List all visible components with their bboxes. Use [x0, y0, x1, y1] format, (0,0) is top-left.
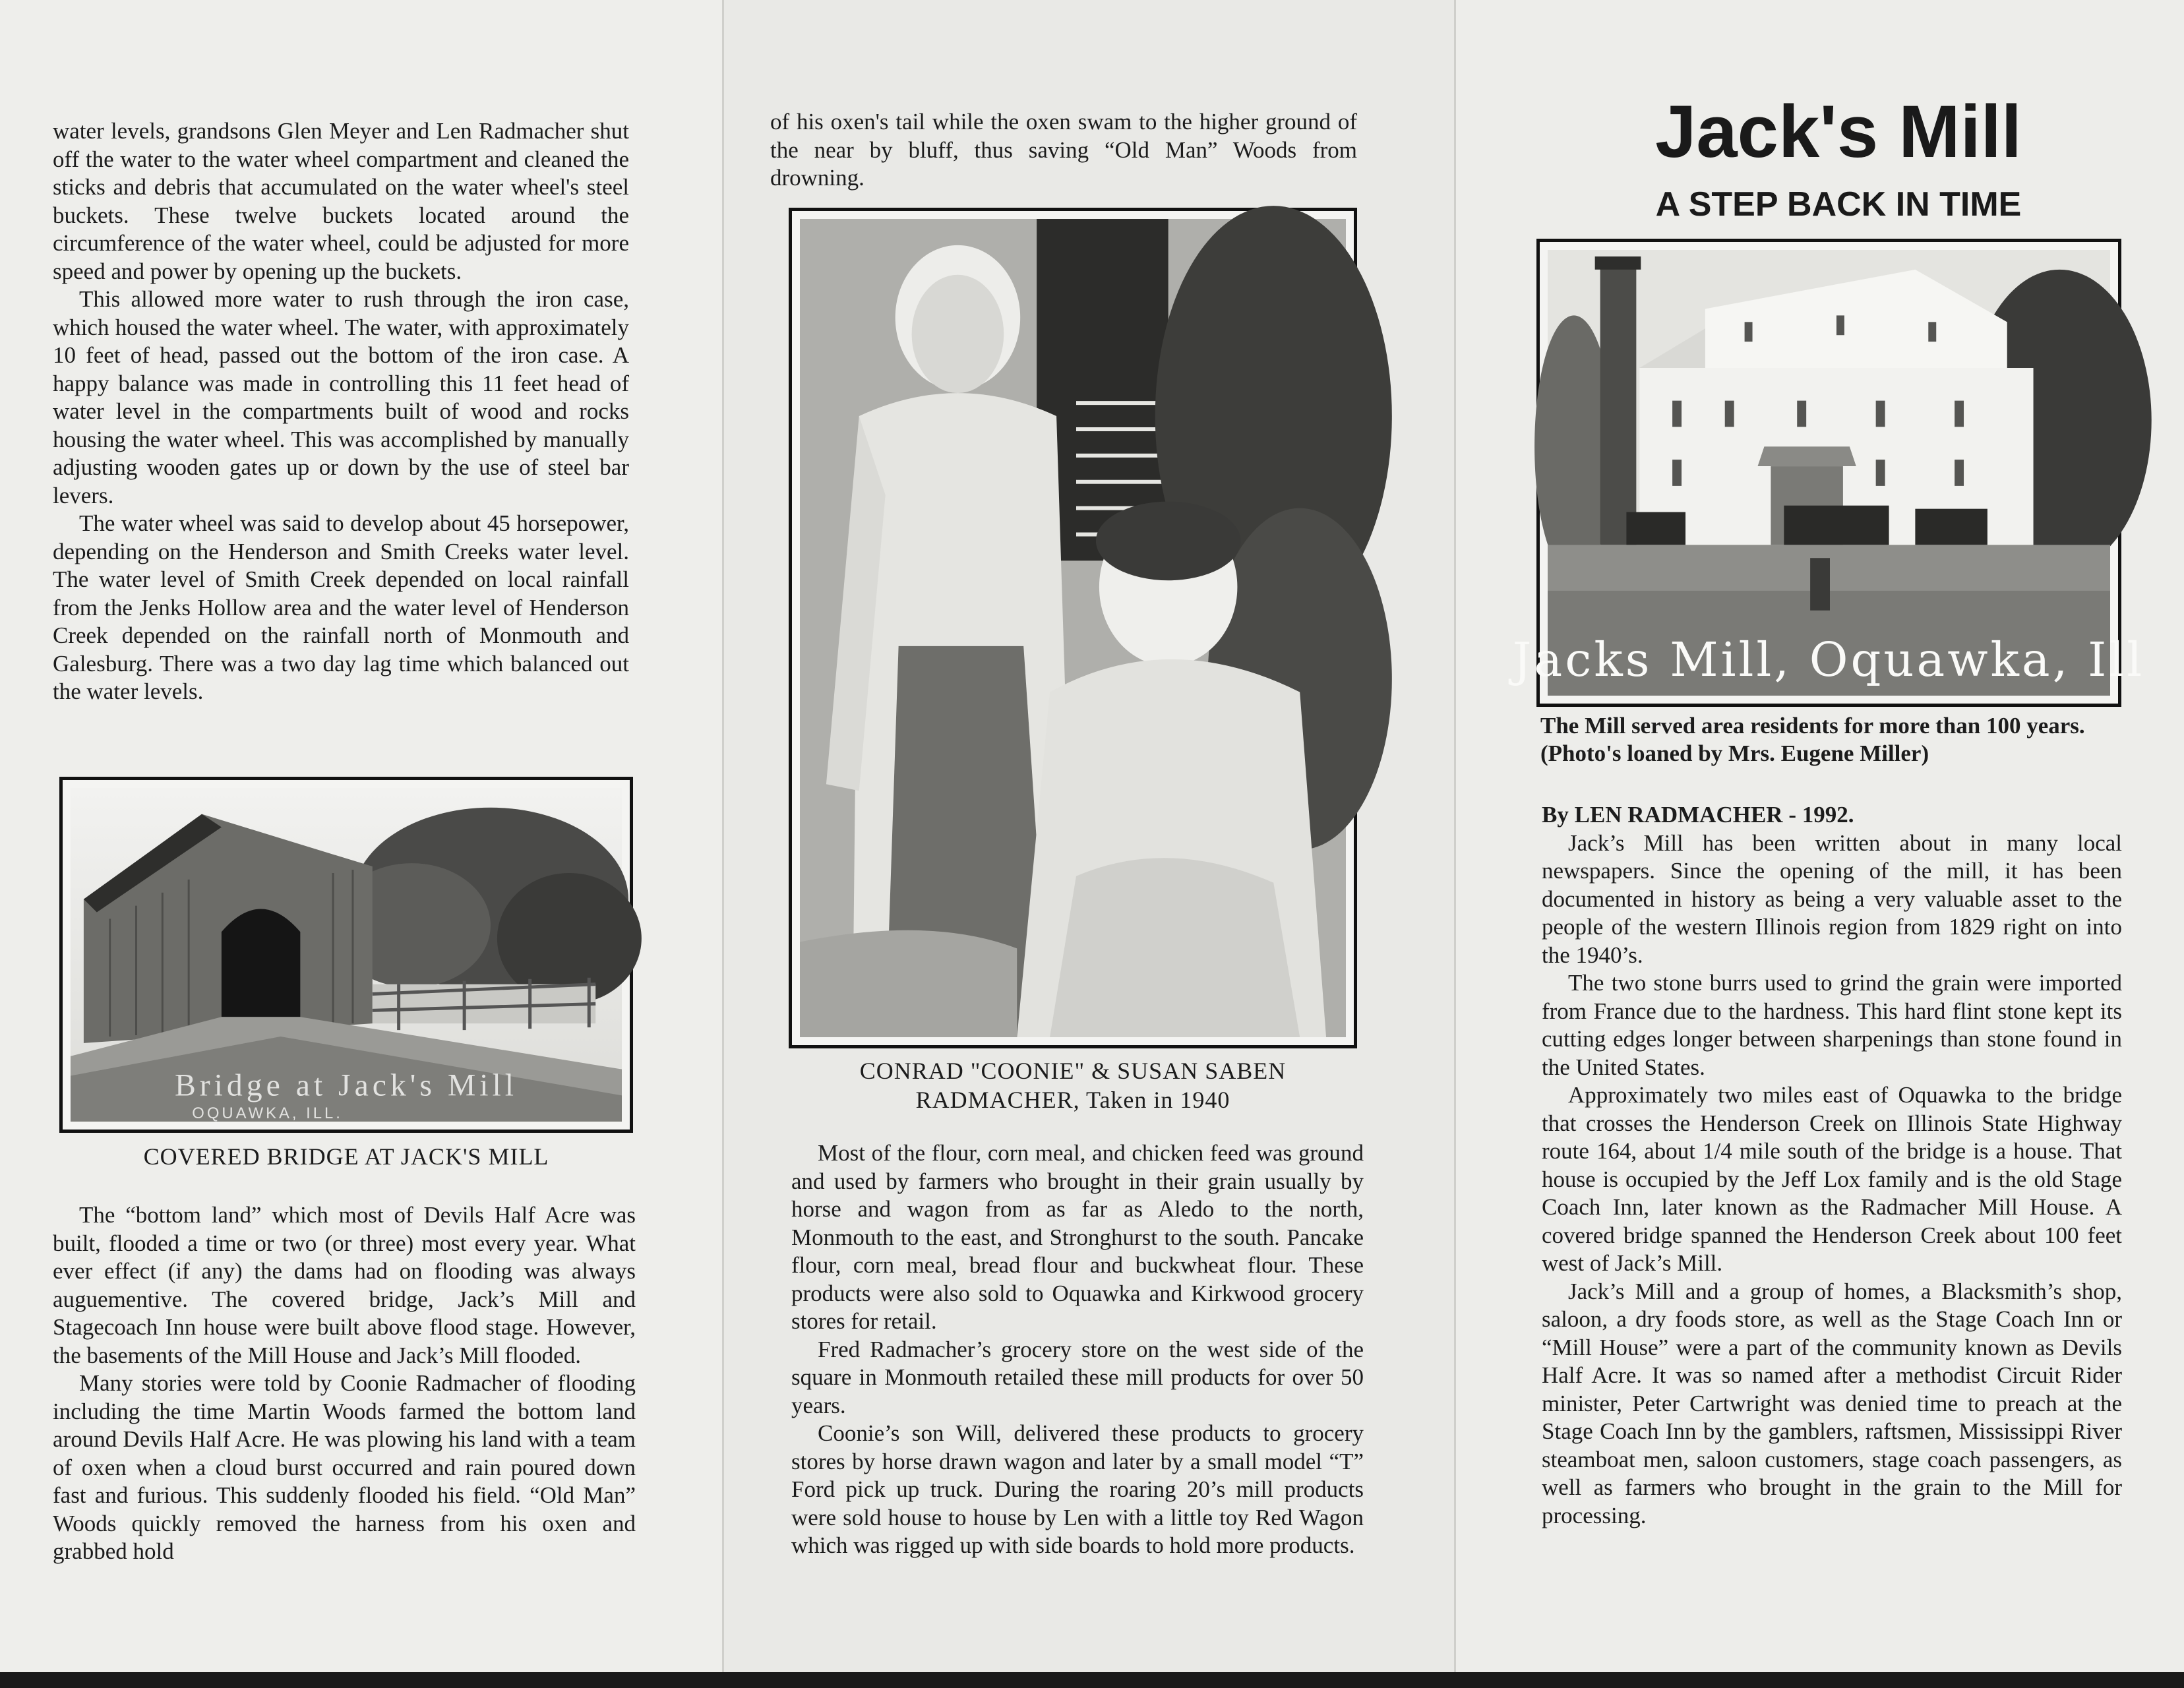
right-text: [1542, 801, 2122, 1530]
paragraph: The two stone burrs used to grind the grain were imported from France due to the hardness. This hard flint stone kept its cutting edges longer between sharpenings than stone found in the United States.: [1542, 970, 2122, 1080]
page-title: Jack's Mill: [1655, 90, 2022, 173]
photo-inscription: Jacks Mill, Oquawka, Ill: [1512, 632, 2145, 688]
covered-bridge-caption: COVERED BRIDGE AT JACK'S MILL: [143, 1143, 549, 1170]
photo-inscription: Bridge at Jack's Mill: [174, 1068, 518, 1103]
portrait-caption-line2: RADMACHER, Taken in 1940: [915, 1087, 1230, 1113]
left-text-top: [53, 117, 629, 706]
middle-text-top: [770, 108, 1357, 193]
paragraph: Approximately two miles east of Oquawka to the bridge that crosses the Henderson Creek on Illinois State Highway route 164, about 1/4 mile south of the bridge is a house. That house is occupied by the Jeff Lox family and is the old Stage Coach Inn, later known as the Radmacher Mill House. A covered bridge spanned the Henderson Creek about 100 feet west of Jack’s Mill.: [1542, 1082, 2122, 1276]
paragraph: The water wheel was said to develop about 45 horsepower, depending on the Henderson and Smith Creeks water level. The water level of Smith Creek depended on local rainfall from the Jenks Hollow area and the water level of Henderson Creek depended on the rainfall north of Monmouth and Galesburg. There was a two day lag time which balanced out the water levels.: [53, 510, 629, 704]
mill-photo-caption-text: The Mill served area residents for more than 100 years. (Photo's loaned by Mrs. Eugene Miller): [1540, 713, 2085, 766]
covered-bridge-image: [71, 788, 622, 1122]
mill-photo-caption: [1540, 712, 2121, 768]
covered-bridge-photo: [59, 777, 633, 1133]
paragraph: This allowed more water to rush through the iron case, which housed the water wheel. The water, with approximately 10 feet of head, passed out the bottom of the iron case. A happy balance was made in controlling this 11 feet head of water level in the compartments built of wood and rocks housing the water wheel. This was accomplished by manually adjusting wooden gates up or down by the use of steel bar levers.: [53, 286, 629, 508]
right-panel: [1454, 0, 2184, 1672]
paragraph: Jack’s Mill has been written about in many local newspapers. Since the opening of the mill, it has been documented in history as being a very valuable asset to the people of the western Illinois region from 1829 right on into the 1940’s.: [1542, 829, 2122, 968]
paragraph: Many stories were told by Coonie Radmacher of flooding including the time Martin Woods farmed the bottom land around Devils Half Acre. He was plowing his land with a team of oxen when a cloud burst occurred and rain poured down fast and furious. This suddenly flooded his field. “Old Man” Woods quickly removed the harness from his oxen and grabbed hold: [53, 1370, 636, 1564]
left-panel: [0, 0, 722, 1672]
page-subtitle: A STEP BACK IN TIME: [1655, 185, 2022, 224]
paragraph: of his oxen's tail while the oxen swam to the higher ground of the near by bluff, thus saving “Old Man” Woods from drowning.: [770, 109, 1357, 191]
radmacher-portrait-photo: [789, 208, 1357, 1048]
paragraph: Fred Radmacher’s grocery store on the west side of the square in Monmouth retailed these mill products for over 50 years.: [791, 1336, 1364, 1418]
middle-panel: [722, 0, 1454, 1672]
byline: By LEN RADMACHER - 1992.: [1542, 802, 1854, 828]
paragraph: The “bottom land” which most of Devils Half Acre was built, flooded a time or two (or three) most every year. What ever effect (if any) the dams had on flooding was always auguementive. The covered bridge, Jack’s Mill and Stagecoach Inn house were built above flood stage. However, the basements of the Mill House and Jack’s Mill flooded.: [53, 1202, 636, 1368]
middle-text-bottom: [791, 1139, 1364, 1560]
paragraph: Coonie’s son Will, delivered these products to grocery stores by horse drawn wagon and later by a small model “T” Ford pick up truck. During the roaring 20’s mill products were sold house to house by Len with a little toy Red Wagon which was rigged up with side boards to hold more products.: [791, 1420, 1364, 1558]
paragraph: Jack’s Mill and a group of homes, a Blacksmith’s shop, saloon, a dry foods store, as well as the Stage Coach Inn or “Mill House” were a part of the community known as Devils Half Acre. It was so named after a methodist Circuit Rider minister, Peter Cartwright was denied time to preach at the Stage Coach Inn by the gamblers, raftsmen, Mississippi River steamboat men, saloon customers, stage coach passengers, as well as farmers who brought in the grain to the Mill for processing.: [1542, 1278, 2122, 1528]
paragraph: Most of the flour, corn meal, and chicken feed was ground and used by farmers who brought in their grain usually by horse and wagon from as far as Aledo to the north, Monmouth to the east, and Stronghurst to the south. Pancake flour, corn meal, bread flour and buckwheat flour. These products were also sold to Oquawka and Kirkwood grocery stores for retail.: [791, 1140, 1364, 1334]
jacks-mill-image: [1512, 250, 2145, 696]
left-text-bottom: [53, 1201, 636, 1566]
photo-inscription-2: OQUAWKA, ILL.: [192, 1104, 343, 1123]
jacks-mill-photo: [1512, 239, 2145, 707]
portrait-caption-line1: CONRAD "COONIE" & SUSAN SABEN: [859, 1058, 1287, 1084]
paragraph: water levels, grandsons Glen Meyer and Len Radmacher shut off the water to the water wheel compartment and cleaned the sticks and debris that accumulated on the water wheel's steel buckets. These twelve buckets located around the circumference of the water wheel, could be adjusted for more speed and power by opening up the buckets.: [53, 118, 629, 284]
radmacher-portrait-image: [800, 219, 1346, 1037]
